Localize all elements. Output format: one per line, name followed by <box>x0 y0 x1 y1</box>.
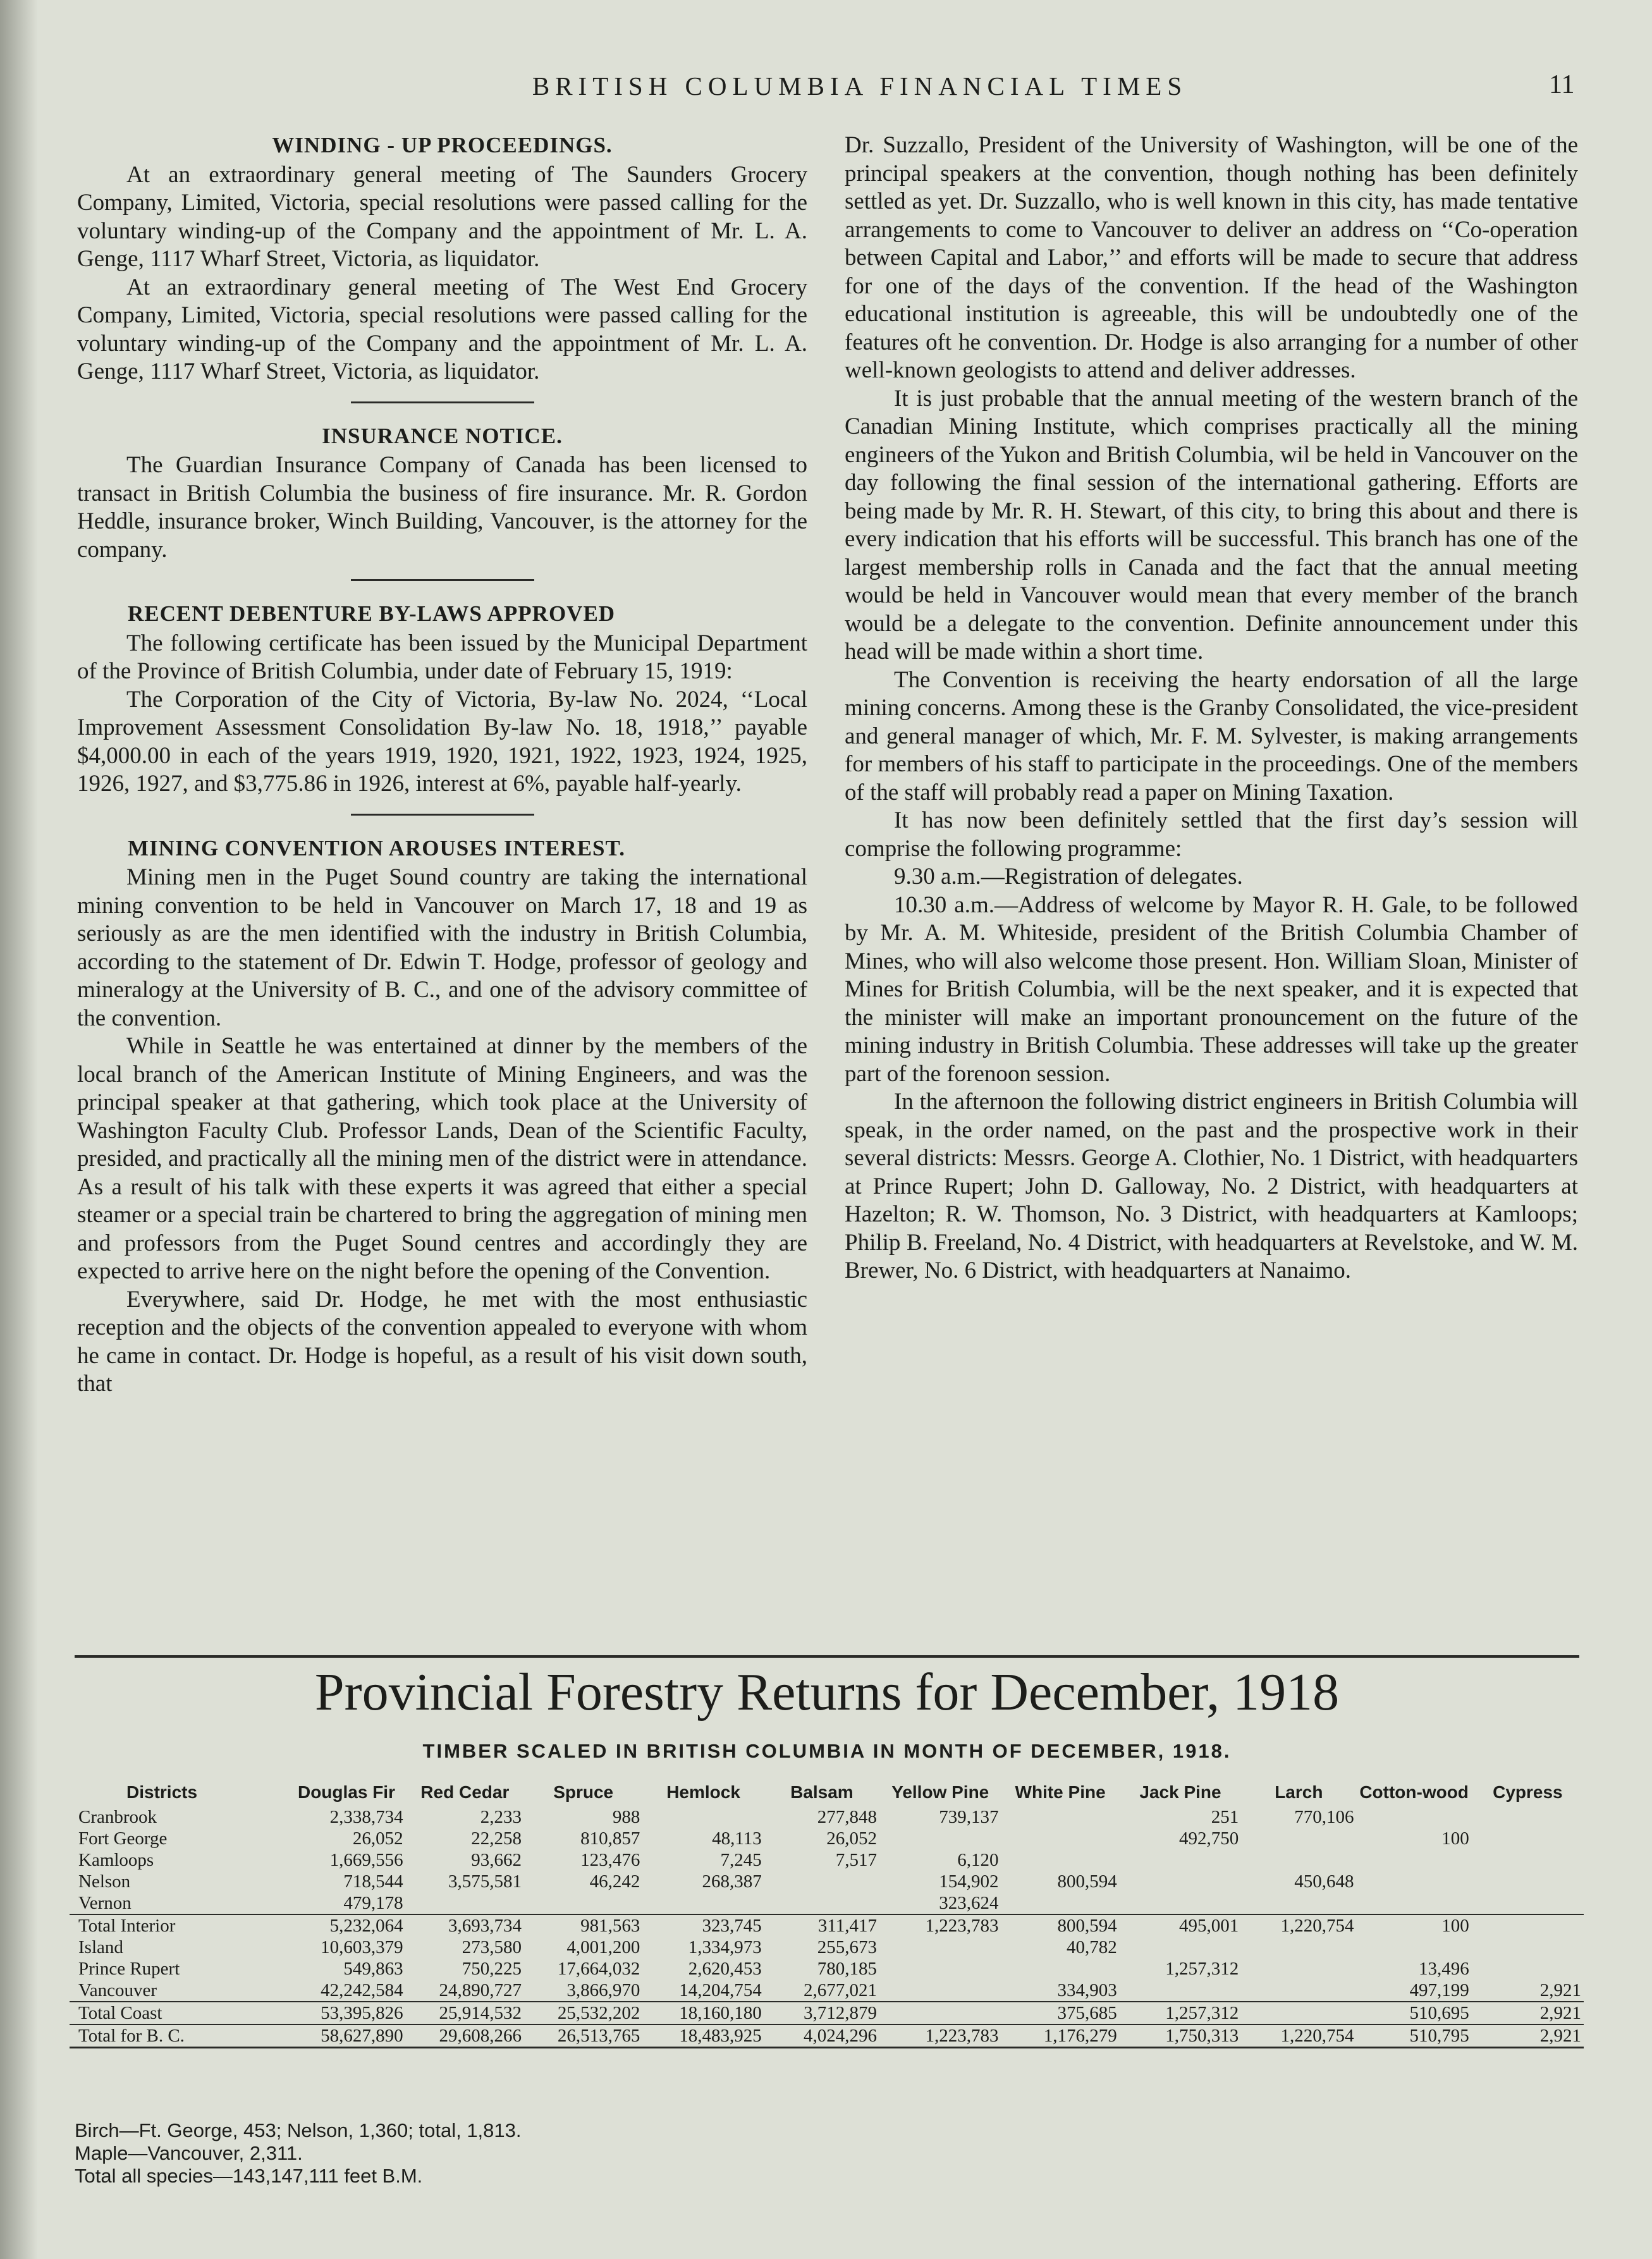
value-cell: 1,750,313 <box>1120 2024 1241 2048</box>
insurance-paragraph: The Guardian Insurance Company of Canada has been licensed to transact in British Columbia the business of fire insurance. Mr. R. Gordon Heddle, insurance broker, Winch Building, Vancouver, is the attorney for the company. <box>77 452 807 563</box>
value-cell: 4,024,296 <box>764 2024 879 2048</box>
table-row <box>70 1958 1584 1980</box>
value-cell <box>1472 1958 1584 1980</box>
district-name-cell: Nelson <box>78 1871 131 1892</box>
value-cell: 375,685 <box>1001 2002 1119 2024</box>
value-cell: 1,334,973 <box>688 1937 762 1957</box>
table-row <box>70 1828 1584 1849</box>
value-cell: 123,476 <box>580 1850 640 1870</box>
value-cell: 800,594 <box>1001 1914 1119 1937</box>
value-cell: 7,245 <box>720 1850 762 1870</box>
district-name-cell: Fort George <box>78 1828 168 1849</box>
forestry-table <box>70 1782 1584 2048</box>
value-cell: 2,921 <box>1472 2024 1584 2048</box>
column-header: Red Cedar <box>420 1782 510 1802</box>
section-divider <box>351 814 534 816</box>
table-row <box>70 1980 1584 2002</box>
value-cell <box>524 1892 642 1914</box>
right-column <box>845 132 1578 1285</box>
insurance-heading: INSURANCE NOTICE. <box>322 423 563 448</box>
column-header: Spruce <box>553 1782 614 1802</box>
value-cell: 29,608,266 <box>406 2024 524 2048</box>
value-cell: 1,220,754 <box>1241 2024 1356 2048</box>
convention-paragraph-3: The Convention is receiving the hearty endorsation of all the large mining concerns. Among these is the Granby Consolidated, the vice-president and general manager of which, Mr. F. M. Sylvester, is making arrangements for members of his staff to participate in the proceedings. One of the members of the staff will probably read a paper on Mining Taxation. <box>845 666 1578 805</box>
value-cell: 770,106 <box>1294 1807 1354 1827</box>
value-cell <box>1241 1828 1356 1849</box>
note-total-species: Total all species—143,147,111 feet B.M. <box>75 2165 423 2187</box>
value-cell <box>1356 1937 1471 1958</box>
district-name-cell: Total Interior <box>70 1914 287 1937</box>
value-cell: 48,113 <box>712 1828 762 1849</box>
column-header: White Pine <box>1015 1782 1106 1802</box>
column-header: Cotton-wood <box>1359 1782 1469 1802</box>
value-cell: 1,220,754 <box>1241 1914 1356 1937</box>
value-cell: 1,223,783 <box>879 1914 1001 1937</box>
district-name-cell: Island <box>78 1937 123 1957</box>
column-header: Larch <box>1275 1782 1323 1802</box>
value-cell: 93,662 <box>471 1850 522 1870</box>
value-cell <box>1472 1849 1584 1871</box>
value-cell: 268,387 <box>702 1871 762 1892</box>
value-cell: 273,580 <box>462 1937 522 1957</box>
value-cell: 2,338,734 <box>329 1807 403 1827</box>
district-name-cell: Vancouver <box>78 1980 157 2000</box>
column-header: Districts <box>126 1782 198 1802</box>
value-cell <box>1356 1871 1471 1892</box>
forestry-notes <box>75 2119 522 2188</box>
value-cell <box>879 2002 1001 2024</box>
value-cell: 18,483,925 <box>642 2024 764 2048</box>
value-cell: 4,001,200 <box>566 1937 640 1957</box>
value-cell <box>879 1828 1001 1849</box>
value-cell: 17,664,032 <box>557 1959 640 1979</box>
value-cell <box>406 1892 524 1914</box>
forestry-top-rule <box>75 1655 1579 1658</box>
column-header: Jack Pine <box>1139 1782 1221 1802</box>
forestry-title: Provincial Forestry Returns for December, 1918 <box>314 1663 1340 1722</box>
value-cell <box>1241 2002 1356 2024</box>
value-cell <box>1356 1892 1471 1914</box>
district-name-cell: Prince Rupert <box>78 1959 180 1979</box>
debenture-paragraph-2: The Corporation of the City of Victoria, By-law No. 2024, ‘‘Local Improvement Assessment Consolidation By-law No. 18, 1918,’’ payable $4,000.00 in each of the years 1919, 1920, 1921, 1922, 1923, 1924, 1925, 1926, 1927, and $3,775.86 in 1926, interest at 6%, payable half-yearly. <box>77 686 807 797</box>
value-cell: 497,199 <box>1409 1980 1469 2000</box>
value-cell <box>1472 1914 1584 1937</box>
convention-paragraph-2: It is just probable that the annual meeting of the western branch of the Canadian Mining Institute, which comprises practically all the mining engineers of the Yukon and British Columbia, wil be held in Vancouver on the day following the final session of the international gathering. Efforts are being made by Mr. R. H. Stewart, of this city, to bring this about and there is every indication that his efforts will be successful. This branch has one of the largest membership rolls in Canada and the fact that the annual meeting would be held in Vancouver would mean that every member of the branch would be a delegate to the convention. Definite announcement under this head will be made within a short time. <box>845 385 1578 664</box>
value-cell <box>1001 1828 1119 1849</box>
district-name-cell: Vernon <box>78 1893 132 1913</box>
value-cell: 2,677,021 <box>804 1980 878 2000</box>
value-cell: 718,544 <box>343 1871 403 1892</box>
value-cell <box>1120 1892 1241 1914</box>
convention-paragraph-4: It has now been definitely settled that the first day’s session will comprise the following programme: <box>845 807 1578 862</box>
value-cell <box>1472 1871 1584 1892</box>
value-cell: 22,258 <box>471 1828 522 1849</box>
value-cell: 6,120 <box>957 1850 999 1870</box>
value-cell: 981,563 <box>524 1914 642 1937</box>
value-cell <box>642 1892 764 1914</box>
value-cell: 810,857 <box>580 1828 640 1849</box>
value-cell: 26,052 <box>352 1828 403 1849</box>
note-birch: Birch—Ft. George, 453; Nelson, 1,360; total, 1,813. <box>75 2119 522 2141</box>
value-cell: 24,890,727 <box>439 1980 522 2000</box>
value-cell: 154,902 <box>939 1871 999 1892</box>
value-cell: 26,052 <box>826 1828 878 1849</box>
forestry-table-body <box>70 1806 1584 2048</box>
district-name-cell: Total Coast <box>70 2002 287 2024</box>
value-cell: 100 <box>1441 1828 1469 1849</box>
value-cell: 492,750 <box>1178 1828 1239 1849</box>
value-cell: 42,242,584 <box>321 1980 403 2000</box>
table-row <box>70 1871 1584 1892</box>
forestry-subtitle: TIMBER SCALED IN BRITISH COLUMBIA IN MONTH OF DECEMBER, 1918. <box>422 1740 1232 1762</box>
value-cell <box>1241 1892 1356 1914</box>
value-cell: 40,782 <box>1067 1937 1117 1957</box>
value-cell: 2,921 <box>1472 2002 1584 2024</box>
value-cell: 495,001 <box>1120 1914 1241 1937</box>
value-cell <box>1241 1958 1356 1980</box>
debenture-paragraph-1: The following certificate has been issued by the Municipal Department of the Province of British Columbia, under date of February 15, 1919: <box>77 630 807 684</box>
forestry-header-row <box>70 1782 1584 1806</box>
value-cell: 323,745 <box>642 1914 764 1937</box>
value-cell: 311,417 <box>764 1914 879 1937</box>
left-column <box>77 132 807 1399</box>
column-header: Yellow Pine <box>891 1782 989 1802</box>
value-cell <box>1241 1849 1356 1871</box>
value-cell: 510,695 <box>1356 2002 1471 2024</box>
value-cell: 510,795 <box>1356 2024 1471 2048</box>
value-cell: 323,624 <box>939 1893 999 1913</box>
value-cell: 1,669,556 <box>329 1850 403 1870</box>
table-row <box>70 2002 1584 2024</box>
value-cell <box>764 1871 879 1892</box>
value-cell <box>1356 1849 1471 1871</box>
mining-paragraph-3: Everywhere, said Dr. Hodge, he met with the most enthusiastic reception and the objects of the convention appealed to everyone with whom he came in contact. Dr. Hodge is hopeful, as a result of his visit down south, that <box>77 1286 807 1397</box>
value-cell <box>1241 1937 1356 1958</box>
value-cell: 334,903 <box>1057 1980 1117 2000</box>
note-maple: Maple—Vancouver, 2,311. <box>75 2142 303 2164</box>
convention-paragraph-afternoon: In the afternoon the following district engineers in British Columbia will speak, in the order named, on the past and the prospective work in their several districts: Messrs. George A. Clothier, No. 1 District, with headquarters at Prince Rupert; John D. Galloway, No. 2 District, with headquarters at Hazelton; R. W. Thomson, No. 3 District, with headquarters at Kamloops; Philip B. Freeland, No. 4 District, with headquarters at Revelstoke, and W. M. Brewer, No. 6 District, with headquarters at Nanaimo. <box>845 1089 1578 1283</box>
table-row <box>70 2024 1584 2048</box>
page-number: 11 <box>1549 70 1575 99</box>
value-cell: 800,594 <box>1057 1871 1117 1892</box>
programme-item-welcome: 10.30 a.m.—Address of welcome by Mayor R. H. Gale, to be followed by Mr. A. M. Whiteside, president of the British Columbia Chamber of Mines, who will also welcome those present. Hon. William Sloan, Minister of Mines for British Columbia, will be the next speaker, and it is expected that the minister will make an important pronouncement on the future of the mining industry in British Columbia. These addresses will take up the greater part of the forenoon session. <box>845 891 1578 1087</box>
table-row <box>70 1914 1584 1937</box>
table-row <box>70 1849 1584 1871</box>
table-row <box>70 1806 1584 1828</box>
value-cell: 2,921 <box>1539 1980 1581 2000</box>
value-cell: 549,863 <box>343 1959 403 1979</box>
value-cell: 3,575,581 <box>448 1871 522 1892</box>
value-cell: 25,914,532 <box>406 2002 524 2024</box>
value-cell: 7,517 <box>835 1850 878 1870</box>
value-cell: 780,185 <box>817 1959 878 1979</box>
programme-item-registration: 9.30 a.m.—Registration of delegates. <box>894 864 1243 890</box>
value-cell: 13,496 <box>1419 1959 1469 1979</box>
value-cell: 1,257,312 <box>1165 1959 1239 1979</box>
value-cell: 739,137 <box>939 1807 999 1827</box>
value-cell: 53,395,826 <box>287 2002 405 2024</box>
mining-paragraph-2: While in Seattle he was entertained at dinner by the members of the local branch of the American Institute of Mining Engineers, and was the principal speaker at that gathering, which took place at the University of Washington Faculty Club. Professor Lands, Dean of the Scientific Faculty, presided, and practically all the mining men of the district were in attendance. As a result of his talk with these experts it was agreed that either a special steamer or a special train be chartered to bring the aggregation of mining men and professors from the Puget Sound centres and accordingly they are expected to arrive here on the night before the opening of the Convention. <box>77 1033 807 1284</box>
value-cell <box>1472 1828 1584 1849</box>
value-cell <box>879 1980 1001 2002</box>
winding-up-paragraph-2: At an extraordinary general meeting of The West End Grocery Company, Limited, Victoria, special resolutions were passed calling for the voluntary winding-up of the Company and the appointment of Mr. L. A. Genge, 1117 Wharf Street, Victoria, as liquidator. <box>77 274 807 384</box>
convention-paragraph-1: Dr. Suzzallo, President of the University of Washington, will be one of the principal speakers at the convention, though nothing has been definitely settled as yet. Dr. Suzzallo, who is well known in this city, has made tentative arrangements to come to Vancouver to deliver an address on ‘‘Co-operation between Capital and Labor,’’ and efforts will be made to secure that address for one of the days of the convention. If the head of the Washington educational institution is agreeable, this will be undoubtedly one of the features oft he convention. Dr. Hodge is also arranging for a number of other well-known geologists to attend and deliver addresses. <box>845 132 1578 383</box>
district-name-cell: Total for B. C. <box>70 2024 287 2048</box>
value-cell: 1,257,312 <box>1120 2002 1241 2024</box>
value-cell: 1,223,783 <box>879 2024 1001 2048</box>
value-cell: 18,160,180 <box>642 2002 764 2024</box>
value-cell: 58,627,890 <box>287 2024 405 2048</box>
value-cell <box>1001 1849 1119 1871</box>
table-row <box>70 1937 1584 1958</box>
mining-heading: MINING CONVENTION AROUSES INTEREST. <box>128 835 626 860</box>
winding-up-paragraph-1: At an extraordinary general meeting of The Saunders Grocery Company, Limited, Victoria, special resolutions were passed calling for the voluntary winding-up of the Company and the appointment of Mr. L. A. Genge, 1117 Wharf Street, Victoria, as liquidator. <box>77 161 807 272</box>
value-cell: 277,848 <box>817 1807 878 1827</box>
value-cell: 255,673 <box>817 1937 878 1957</box>
debenture-heading: RECENT DEBENTURE BY-LAWS APPROVED <box>128 601 616 626</box>
value-cell <box>1472 1937 1584 1958</box>
table-row <box>70 1892 1584 1914</box>
value-cell <box>1120 1937 1241 1958</box>
mining-paragraph-1: Mining men in the Puget Sound country are taking the international mining convention to be held in Vancouver on March 17, 18 and 19 as seriously as are the men identified with the industry in British Columbia, according to the statement of Dr. Edwin T. Hodge, professor of geology and mineralogy at the University of B. C., and one of the advisory committee of the convention. <box>77 864 807 1031</box>
value-cell <box>1472 1892 1584 1914</box>
column-header: Douglas Fir <box>297 1782 395 1802</box>
value-cell: 450,648 <box>1294 1871 1354 1892</box>
winding-up-heading: WINDING - UP PROCEEDINGS. <box>272 133 613 157</box>
column-header: Balsam <box>790 1782 854 1802</box>
value-cell: 100 <box>1356 1914 1471 1937</box>
district-name-cell: Cranbrook <box>78 1807 157 1827</box>
column-header: Hemlock <box>666 1782 740 1802</box>
value-cell: 26,513,765 <box>524 2024 642 2048</box>
value-cell: 2,233 <box>480 1807 522 1827</box>
value-cell <box>1120 1871 1241 1892</box>
value-cell <box>1001 1892 1119 1914</box>
value-cell <box>879 1937 1001 1958</box>
value-cell: 46,242 <box>589 1871 640 1892</box>
value-cell <box>879 1958 1001 1980</box>
value-cell: 750,225 <box>462 1959 522 1979</box>
value-cell <box>1120 1849 1241 1871</box>
value-cell: 1,176,279 <box>1001 2024 1119 2048</box>
value-cell <box>1356 1806 1471 1828</box>
value-cell <box>1120 1980 1241 2002</box>
value-cell <box>1001 1958 1119 1980</box>
value-cell: 14,204,754 <box>679 1980 762 2000</box>
value-cell: 5,232,064 <box>287 1914 405 1937</box>
value-cell: 3,712,879 <box>764 2002 879 2024</box>
value-cell: 3,866,970 <box>566 1980 640 2000</box>
value-cell: 3,693,734 <box>406 1914 524 1937</box>
value-cell: 251 <box>1211 1807 1239 1827</box>
value-cell <box>1001 1806 1119 1828</box>
section-divider <box>351 579 534 581</box>
section-divider <box>351 401 534 403</box>
value-cell <box>642 1806 764 1828</box>
value-cell: 2,620,453 <box>688 1959 762 1979</box>
value-cell <box>1241 1980 1356 2002</box>
value-cell: 10,603,379 <box>321 1937 403 1957</box>
value-cell: 479,178 <box>343 1893 403 1913</box>
running-head: BRITISH COLUMBIA FINANCIAL TIMES <box>532 71 1188 101</box>
page-gutter-shade <box>0 0 38 2259</box>
value-cell <box>764 1892 879 1914</box>
value-cell: 25,532,202 <box>524 2002 642 2024</box>
column-header: Cypress <box>1493 1782 1563 1802</box>
district-name-cell: Kamloops <box>78 1850 154 1870</box>
value-cell <box>1472 1806 1584 1828</box>
value-cell: 988 <box>612 1807 640 1827</box>
